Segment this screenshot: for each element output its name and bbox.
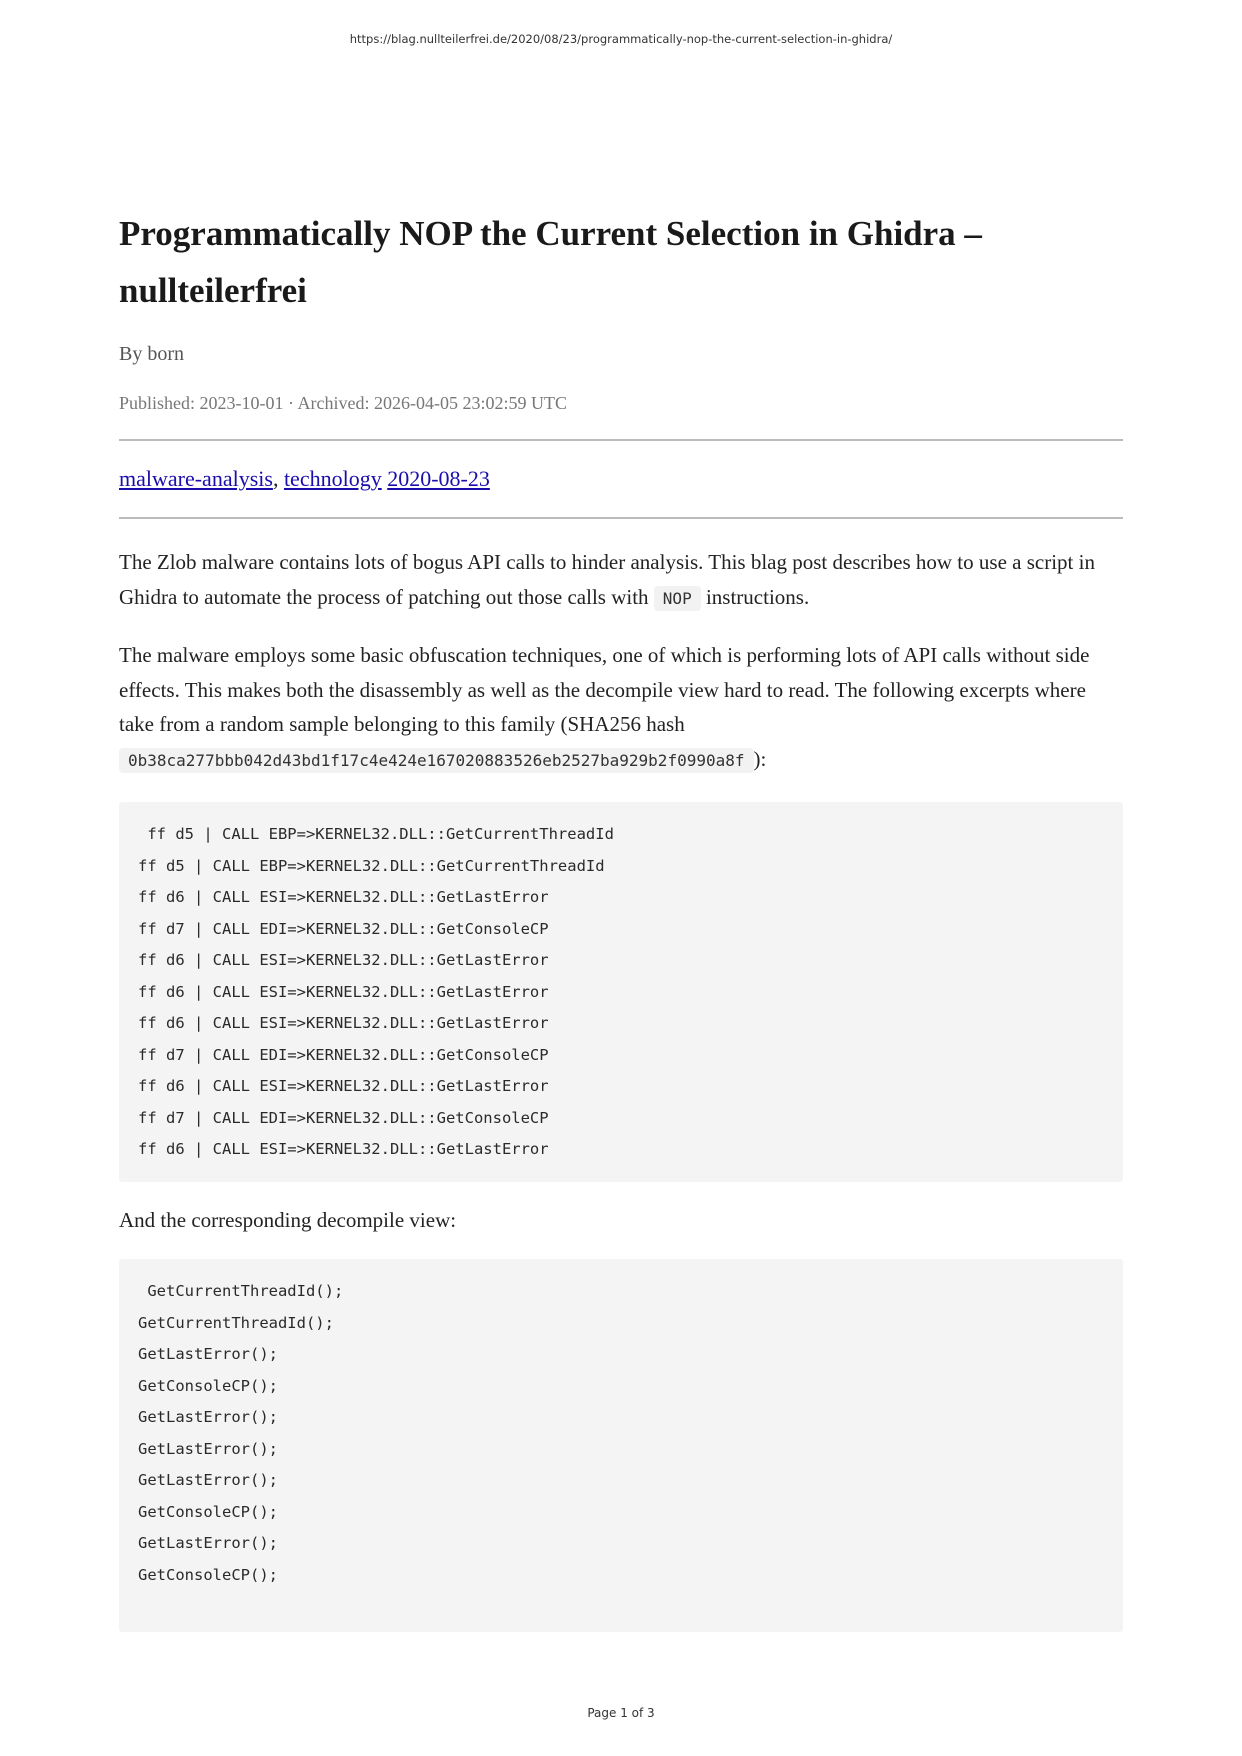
code-line: ff d5 | CALL EBP=>KERNEL32.DLL::GetCurrentThreadId	[138, 825, 614, 843]
disassembly-code-block	[119, 802, 1123, 1182]
title-line-1: Programmatically NOP the Current Selection in Ghidra –	[119, 214, 982, 253]
intro-text-a: The Zlob malware contains lots of bogus API calls to hinder analysis. This blag post describes how to use a script in Ghidra to automate the process of patching out those calls with	[119, 550, 1095, 609]
obfuscation-text-a: The malware employs some basic obfuscation techniques, one of which is performing lots of API calls without side effects. This makes both the disassembly as well as the decompile view hard to read. The following excerpts where take from a random sample belonging to this family (SHA256 hash	[119, 643, 1090, 736]
code-line: ff d6 | CALL ESI=>KERNEL32.DLL::GetLastError	[138, 1140, 549, 1158]
intro-paragraph	[119, 545, 1123, 616]
tag-separator: ,	[272, 466, 284, 491]
tag-link-technology[interactable]: technology	[283, 466, 382, 491]
decompile-intro-paragraph: And the corresponding decompile view:	[119, 1207, 457, 1232]
code-line: GetConsoleCP();	[138, 1376, 278, 1395]
code-line: ff d6 | CALL ESI=>KERNEL32.DLL::GetLastError	[138, 951, 549, 969]
code-line: GetCurrentThreadId();	[138, 1313, 334, 1332]
page-number: Page 1 of 3	[587, 1706, 655, 1720]
date-link[interactable]: 2020-08-23	[387, 466, 490, 491]
code-line: ff d6 | CALL ESI=>KERNEL32.DLL::GetLastError	[138, 888, 549, 906]
published-info: Published: 2023-10-01 · Archived: 2026-04-05 23:02:59 UTC	[119, 393, 567, 413]
code-line: ff d7 | CALL EDI=>KERNEL32.DLL::GetConsoleCP	[138, 1108, 549, 1127]
code-line: GetLastError();	[138, 1345, 278, 1363]
obfuscation-text-b: ):	[753, 746, 767, 771]
page-url: https://blag.nullteilerfrei.de/2020/08/23/programmatically-nop-the-current-selection-in-ghidra/	[349, 32, 893, 46]
code-line: ff d6 | CALL ESI=>KERNEL32.DLL::GetLastError	[138, 1014, 549, 1032]
byline: By born	[119, 343, 184, 365]
tag-link-malware-analysis[interactable]: malware-analysis	[119, 466, 273, 491]
code-line: GetLastError();	[138, 1471, 278, 1489]
inline-code-sha256: 0b38ca277bbb042d43bd1f17c4e424e167020883526eb2527ba929b2f0990a8f	[119, 748, 754, 773]
code-line: GetLastError();	[138, 1534, 278, 1552]
divider-top	[119, 439, 1123, 441]
code-line: ff d6 | CALL ESI=>KERNEL32.DLL::GetLastError	[138, 982, 549, 1001]
code-line: ff d7 | CALL EDI=>KERNEL32.DLL::GetConsoleCP	[138, 1045, 549, 1064]
code-line: ff d7 | CALL EDI=>KERNEL32.DLL::GetConsoleCP	[138, 919, 549, 938]
obfuscation-paragraph	[119, 638, 1123, 778]
code-line: GetConsoleCP();	[138, 1502, 278, 1521]
code-line: GetConsoleCP();	[138, 1565, 278, 1584]
page-title	[119, 205, 1123, 319]
article	[119, 205, 1123, 1632]
post-meta	[119, 466, 1123, 492]
divider-bottom	[119, 517, 1123, 519]
code-line: GetCurrentThreadId();	[138, 1282, 344, 1300]
code-line: GetLastError();	[138, 1439, 278, 1458]
intro-text-b: instructions.	[700, 584, 810, 609]
code-line: ff d5 | CALL EBP=>KERNEL32.DLL::GetCurrentThreadId	[138, 856, 605, 875]
inline-code-nop: NOP	[654, 586, 701, 611]
title-line-2: nullteilerfrei	[119, 271, 307, 310]
code-line: GetLastError();	[138, 1408, 278, 1426]
code-line: ff d6 | CALL ESI=>KERNEL32.DLL::GetLastError	[138, 1077, 549, 1095]
decompile-code-block	[119, 1259, 1123, 1632]
